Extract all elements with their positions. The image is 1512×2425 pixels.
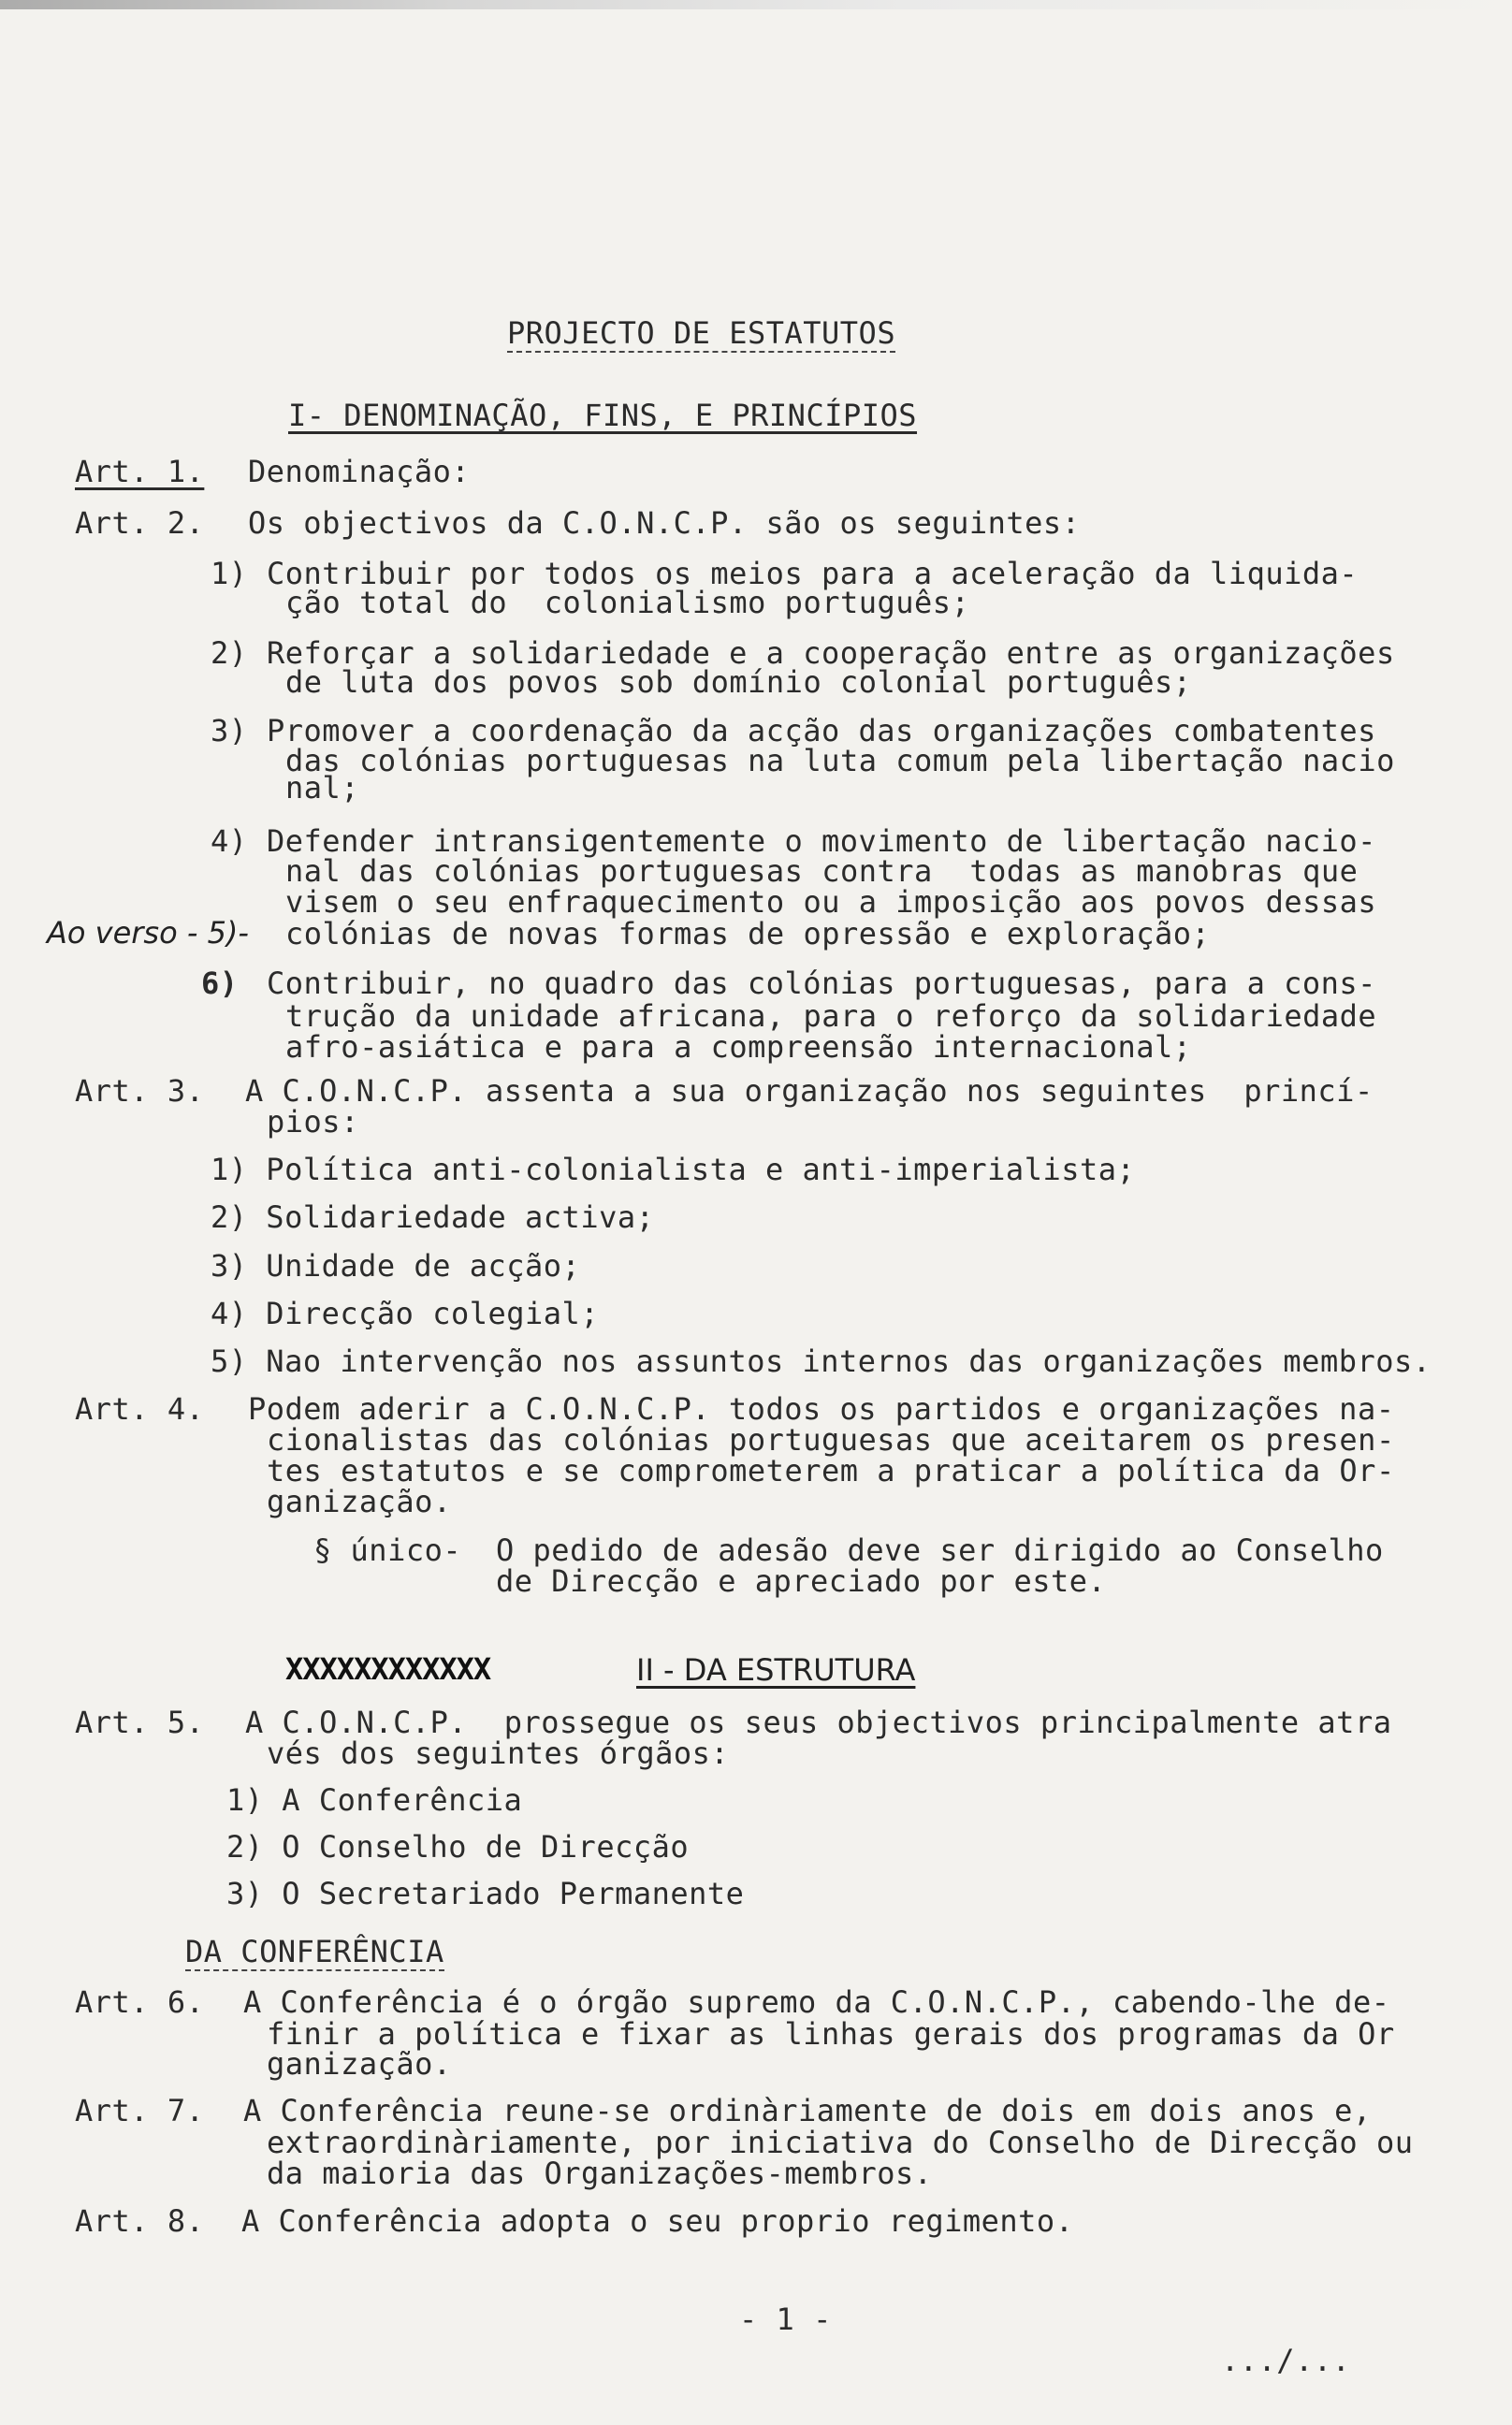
handwritten-margin-note: Ao verso - 5)-: [47, 915, 249, 951]
art3-item1: 1) Política anti-colonialista e anti-imperialista;: [211, 1152, 1136, 1187]
handwritten-section-2-heading: II - DA ESTRUTURA: [636, 1652, 916, 1688]
art2-label: Art. 2.: [75, 505, 205, 541]
art3-line1: A C.O.N.C.P. assenta a sua organização nos seguintes princí-: [245, 1073, 1374, 1109]
art4-unico-label: § único-: [313, 1532, 462, 1568]
art2-item2-line1: Reforçar a solidariedade e a cooperação entre as organizações: [267, 635, 1395, 671]
art4-unico-line1: O pedido de adesão deve ser dirigido ao Conselho: [496, 1532, 1384, 1568]
art2-item6-line2: trução da unidade africana, para o reforço da solidariedade: [285, 998, 1377, 1034]
art2-item4-line1: Defender intransigentemente o movimento de libertação nacio-: [267, 823, 1376, 859]
art5-line1: A C.O.N.C.P. prossegue os seus objectivos principalmente atra: [245, 1705, 1392, 1740]
art3-item5: 5) Nao intervenção nos assuntos internos das organizações membros.: [211, 1343, 1432, 1379]
art7-line2: extraordinàriamente, por iniciativa do Conselho de Direcção ou: [267, 2125, 1414, 2160]
art1-text: Denominação:: [248, 454, 471, 489]
art2-item1-line1: Contribuir por todos os meios para a aceleração da liquida-: [267, 556, 1359, 591]
art4-line1: Podem aderir a C.O.N.C.P. todos os partidos e organizações na-: [248, 1391, 1395, 1427]
art7-label: Art. 7.: [75, 2093, 205, 2128]
art5-line2: vés dos seguintes órgãos:: [267, 1735, 730, 1771]
art7-line3: da maioria das Organizações-membros.: [267, 2156, 933, 2191]
art2-item1-line2: ção total do colonialismo português;: [285, 585, 970, 620]
art5-label: Art. 5.: [75, 1705, 205, 1740]
art5-item1: 1) A Conferência: [226, 1782, 523, 1818]
art8-label: Art. 8.: [75, 2203, 205, 2239]
art5-item3: 3) O Secretariado Permanente: [226, 1876, 745, 1911]
art2-intro: Os objectivos da C.O.N.C.P. são os seguintes:: [248, 505, 1081, 541]
scan-edge: [0, 0, 1512, 9]
art4-line3: tes estatutos e se comprometerem a praticar a política da Or-: [267, 1453, 1395, 1488]
art2-item3-line3: nal;: [285, 770, 360, 806]
art2-item2-num: 2): [211, 635, 248, 671]
art4-line4: ganização.: [267, 1484, 452, 1519]
art2-item3-line1: Promover a coordenação da acção das organizações combatentes: [267, 713, 1376, 748]
art2-item2-line2: de luta dos povos sob domínio colonial português;: [285, 664, 1192, 700]
art1-label: Art. 1.: [75, 454, 205, 489]
subheading-conferencia: DA CONFERÊNCIA: [185, 1934, 444, 1969]
art3-line2: pios:: [267, 1104, 359, 1140]
art4-label: Art. 4.: [75, 1391, 205, 1427]
art2-item1-num: 1): [211, 556, 248, 591]
art2-item6-num: 6): [201, 966, 239, 1001]
section-1-heading: I- DENOMINAÇÃO, FINS, E PRINCÍPIOS: [288, 398, 918, 433]
art3-label: Art. 3.: [75, 1073, 205, 1109]
art6-line3: ganização.: [267, 2046, 452, 2082]
art6-label: Art. 6.: [75, 1984, 205, 2020]
struck-out-heading: XXXXXXXXXXXX: [285, 1651, 491, 1687]
art2-item3-line2: das colónias portuguesas na luta comum pela libertação nacio: [285, 743, 1395, 778]
art8-line1: A Conferência adopta o seu proprio regimento.: [241, 2203, 1074, 2239]
continuation-marker: .../...: [1221, 2343, 1351, 2378]
art4-line2: cionalistas das colónias portuguesas que aceitarem os presen-: [267, 1422, 1395, 1458]
art5-item2: 2) O Conselho de Direcção: [226, 1829, 690, 1865]
document-title: PROJECTO DE ESTATUTOS: [507, 315, 896, 351]
art2-item4-num: 4): [211, 823, 248, 859]
art2-item4-line2: nal das colónias portuguesas contra todas as manobras que: [285, 853, 1359, 889]
art3-item3: 3) Unidade de acção;: [211, 1248, 581, 1284]
art2-item6-line1: Contribuir, no quadro das colónias portuguesas, para a cons-: [267, 966, 1376, 1001]
art2-item4-line3: visem o seu enfraquecimento ou a imposição aos povos dessas: [285, 884, 1377, 920]
page-number: - 1 -: [739, 2302, 832, 2337]
art4-unico-line2: de Direcção e apreciado por este.: [496, 1563, 1107, 1599]
art6-line1: A Conferência é o órgão supremo da C.O.N.C.P., cabendo-lhe de-: [243, 1984, 1390, 2020]
art6-line2: finir a política e fixar as linhas gerais dos programas da Or: [267, 2016, 1395, 2052]
art3-item4: 4) Direcção colegial;: [211, 1296, 600, 1331]
art2-item3-num: 3): [211, 713, 248, 748]
art2-item4-line4: colónias de novas formas de opressão e exploração;: [285, 916, 1211, 951]
art7-line1: A Conferência reune-se ordinàriamente de dois em dois anos e,: [243, 2093, 1372, 2128]
art3-item2: 2) Solidariedade activa;: [211, 1199, 655, 1235]
art2-item6-line3: afro-asiática e para a compreensão internacional;: [285, 1029, 1192, 1065]
